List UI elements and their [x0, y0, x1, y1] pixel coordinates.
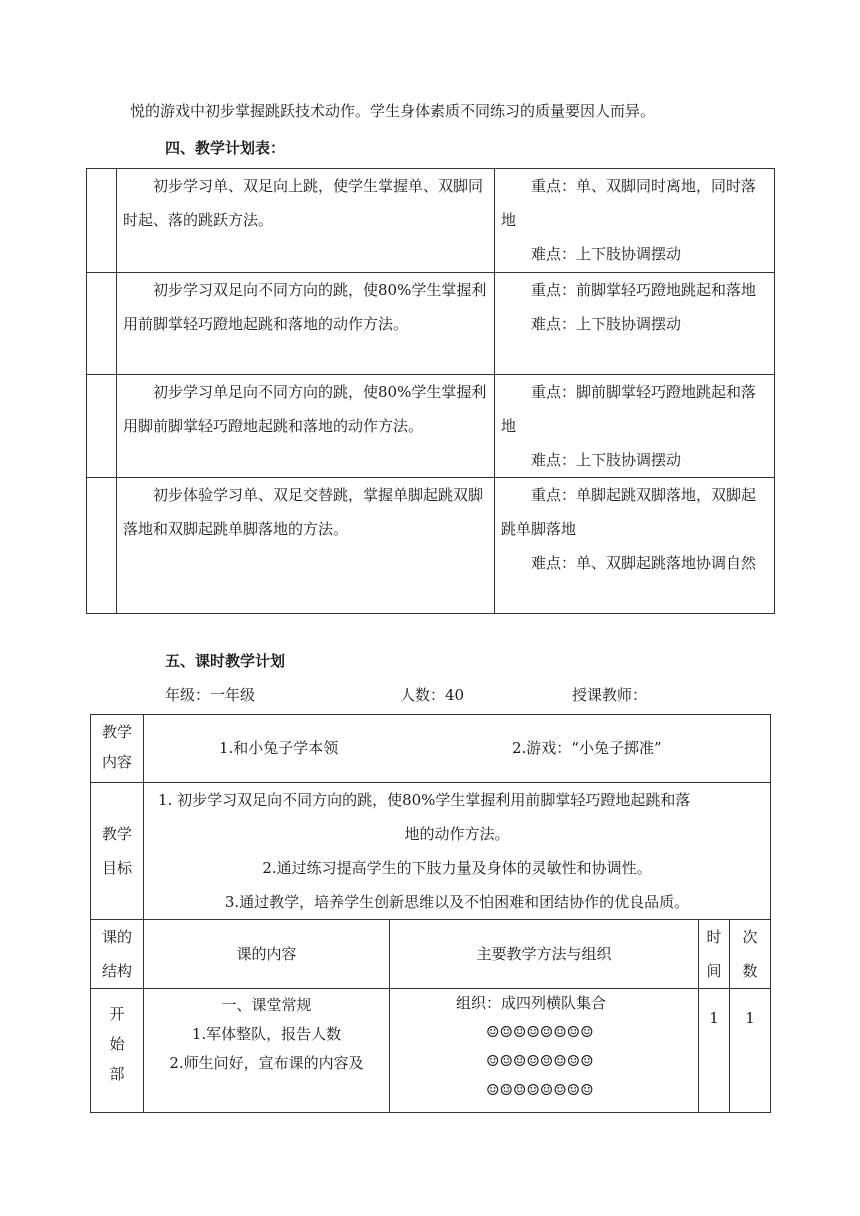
intro-line: 悦的游戏中初步掌握跳跃技术动作。学生身体素质不同练习的质量要因人而异。 [130, 102, 656, 120]
content-item-2: 2.游戏：“小兔子掷准” [512, 739, 662, 757]
header-time-1: 时 [706, 928, 722, 946]
plan-difficulty: 难点：上下肢协调摆动 [531, 315, 682, 333]
grade-label: 年级：一年级 [165, 686, 256, 704]
start-content-1: 一、课堂常规 [221, 996, 312, 1014]
teacher-label: 授课教师： [572, 686, 648, 704]
content-label-2: 内容 [101, 753, 132, 771]
goal-1a: 1. 初步学习双足向不同方向的跳，使80%学生掌握利用前脚掌轻巧蹬地起跳和落 [158, 791, 691, 809]
header-row [91, 920, 771, 989]
header-structure-1: 课的 [101, 928, 132, 946]
time-value: 1 [699, 989, 730, 1113]
plan-goal: 初步学习单足向不同方向的跳，使80%学生掌握利用脚前脚掌轻巧蹬地起跳和落地的动作方法。 [117, 375, 495, 478]
plan-row [87, 375, 775, 478]
content-item-1: 1.和小兔子学本领 [219, 739, 339, 757]
plan-difficulty: 难点：单、双脚起跳落地协调自然 [531, 554, 757, 572]
plan-key: 重点：脚前脚掌轻巧蹬地跳起和落地 [501, 383, 757, 435]
plan-goal: 初步学习单、双足向上跳，使学生掌握单、双脚同时起、落的跳跃方法。 [117, 169, 495, 273]
goal-label-1: 教学 [101, 825, 132, 843]
plan-goal: 初步学习双足向不同方向的跳，使80%学生掌握利用前脚掌轻巧蹬地起跳和落地的动作方法。 [117, 273, 495, 375]
goal-1b: 地的动作方法。 [404, 825, 510, 843]
plan-row [87, 169, 775, 273]
header-times-1: 次 [742, 928, 758, 946]
section-4-title: 四、教学计划表： [165, 139, 286, 157]
plan-row [87, 273, 775, 375]
goal-3: 3.通过教学，培养学生创新思维以及不怕困难和团结协作的优良品质。 [224, 893, 690, 911]
goal-label-2: 目标 [101, 859, 132, 877]
times-value: 1 [730, 989, 771, 1113]
header-structure-2: 结构 [101, 962, 132, 980]
start-content-2: 1.军体整队，报告人数 [191, 1025, 342, 1043]
header-time-2: 间 [706, 962, 722, 980]
organization-text: 组织：成四列横队集合 [456, 994, 607, 1012]
plan-difficulty: 难点：上下肢协调摆动 [531, 451, 682, 469]
start-section-row [91, 989, 771, 1113]
start-label-3: 部 [109, 1065, 125, 1083]
lesson-plan-table [90, 714, 771, 1113]
header-times-2: 数 [742, 962, 758, 980]
start-content-3: 2.师生问好，宣布课的内容及 [169, 1054, 364, 1072]
goal-2: 2.通过练习提高学生的下肢力量及身体的灵敏性和协调性。 [262, 859, 652, 877]
plan-key: 重点：单、双脚同时离地，同时落地 [501, 177, 757, 229]
header-method: 主要教学方法与组织 [390, 920, 699, 989]
formation-row: ☺☺☺☺☺☺☺☺ [486, 1081, 594, 1099]
plan-key: 重点：前脚掌轻巧蹬地跳起和落地 [531, 281, 757, 299]
plan-row [87, 478, 775, 614]
formation-row: ☺☺☺☺☺☺☺☺ [486, 1023, 594, 1041]
plan-difficulty: 难点：上下肢协调摆动 [531, 245, 682, 263]
section-5-title: 五、课时教学计划 [165, 652, 286, 670]
header-content: 课的内容 [144, 920, 390, 989]
content-label-1: 教学 [101, 723, 132, 741]
formation-row: ☺☺☺☺☺☺☺☺ [486, 1052, 594, 1070]
start-label-1: 开 [109, 1005, 125, 1023]
plan-key: 重点：单脚起跳双脚落地，双脚起跳单脚落地 [501, 486, 757, 538]
plan-goal: 初步体验学习单、双足交替跳，掌握单脚起跳双脚落地和双脚起跳单脚落地的方法。 [117, 478, 495, 614]
content-row [91, 715, 771, 783]
student-count: 人数：40 [400, 686, 465, 704]
start-label-2: 始 [109, 1035, 125, 1053]
teaching-plan-table [86, 168, 775, 614]
goal-row [91, 783, 771, 920]
